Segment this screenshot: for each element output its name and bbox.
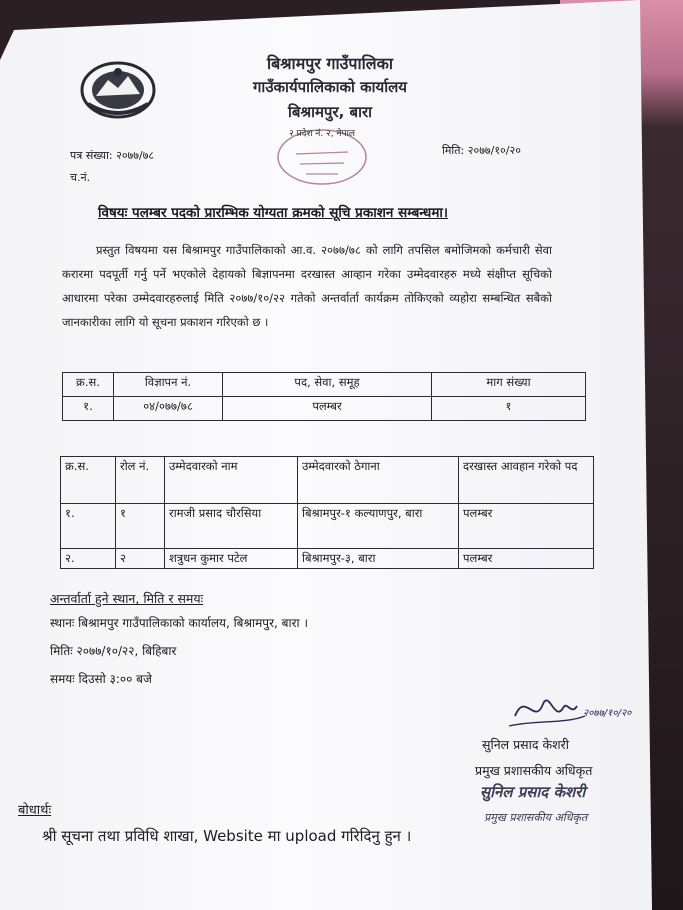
table-row: [63, 397, 586, 421]
body-paragraph: प्रस्तुत विषयमा यस बिश्रामपुर गाउँपालिकाको आ.व. २०७७/७८ को लागि तपसिल बमोजिमको कर्मचारी सेवा करारमा पदपूर्ती गर्नु पर्ने भएकोले देहायको बिज्ञापनमा दरखास्त आव्हान गरेका उम्मेदवारहरु मध्ये संक्षीप्त सूचिको आधारमा परेका उम्मेदवारहरुलाई मिति २०७७/१०/२२ गतेको अन्तर्वार्ता कार्यक्रम तोकिएको व्यहोरा सम्बन्धित सबैको जानकारीका लागि यो सूचना प्रकाशन गरिएको छ ।: [62, 243, 552, 329]
signatory-name: सुनिल प्रसाद केशरी: [482, 737, 569, 752]
table-cell: १.: [63, 397, 114, 421]
table-cell: शत्रुधन कुमार पटेल: [165, 549, 298, 569]
table-cell: २.: [61, 549, 116, 569]
column-header: दरखास्त आवहान गरेको पद: [459, 457, 594, 504]
table-cell: पलम्बर: [459, 504, 594, 549]
office-location: बिश्रामपुर, बारा: [288, 103, 372, 121]
table-cell: १: [432, 397, 586, 421]
column-header: क्र.स.: [63, 373, 114, 397]
table-row: [61, 549, 594, 569]
interview-place: स्थानः बिश्रामपुर गाउँपालिकाको कार्यालय, बिश्रामपुर, बारा ।: [50, 616, 309, 630]
column-header: विज्ञापन नं.: [114, 373, 223, 397]
table-cell: १.: [61, 504, 116, 549]
column-header: माग संख्या: [432, 373, 586, 397]
nepal-emblem-logo: [78, 58, 158, 120]
table-cell: पलम्बर: [223, 397, 432, 421]
table-header-row: [63, 373, 586, 397]
table-cell: १: [116, 504, 165, 549]
reference-number: पत्र संख्या: २०७७/७८: [70, 149, 155, 162]
table-cell: बिश्रामपुर-१ कल्याणपुर, बारा: [298, 504, 459, 549]
table-cell: ०४/०७७/७८: [114, 397, 223, 421]
interview-time: समयः दिउसो ३:०० बजे: [50, 672, 152, 686]
table-cell: पलम्बर: [459, 549, 594, 569]
dispatch-number: च.नं.: [70, 171, 91, 184]
table-cell: रामजी प्रसाद चौरसिया: [165, 504, 298, 549]
column-header: उम्मेदवारको ठेगाना: [298, 457, 459, 504]
office-name: बिश्रामपुर गाउँपालिका: [266, 54, 394, 73]
vacancy-table: [62, 372, 586, 421]
table-cell: बिश्रामपुर-३, बारा: [298, 549, 459, 569]
column-header: उम्मेदवारको नाम: [165, 457, 298, 504]
interview-date: मितिः २०७७/१०/२२, बिहिबार: [50, 644, 177, 658]
letter-date: मिति: २०७७/१०/२०: [442, 144, 521, 157]
column-header: क्र.स.: [61, 457, 116, 504]
handwritten-signature: [505, 686, 645, 734]
name-stamp: सुनिल प्रसाद केशरी: [480, 783, 586, 801]
cc-recipient: श्री सूचना तथा प्रविधि शाखा, Website मा upload गरिदिनु हुन ।: [42, 827, 412, 845]
signatory-role: प्रमुख प्रशासकीय अधिकृत: [475, 763, 593, 778]
table-cell: २: [116, 549, 165, 569]
stamp-text: २ प्रदेश नं. २, नेपाल: [288, 129, 356, 139]
table-header-row: [61, 457, 594, 504]
cc-heading: बोधार्थः: [18, 803, 52, 818]
table-row: [61, 504, 594, 549]
interview-heading: अन्तर्वार्ता हुने स्थान, मिति र समयः: [50, 591, 204, 606]
subject-line: विषयः पलम्बर पदको प्रारम्भिक योग्यता क्रमको सूचि प्रकाशन सम्बन्धमा।: [98, 205, 449, 221]
column-header: पद, सेवा, समूह: [223, 373, 432, 397]
office-subtitle: गाउँकार्यपालिकाको कार्यालय: [252, 78, 407, 96]
role-stamp: प्रमुख प्रशासकीय अधिकृत: [484, 811, 588, 824]
candidate-table: [60, 456, 594, 569]
column-header: रोल नं.: [116, 457, 165, 504]
signature-date: २०७७/१०/२०: [583, 708, 632, 719]
office-stamp: [262, 124, 382, 190]
